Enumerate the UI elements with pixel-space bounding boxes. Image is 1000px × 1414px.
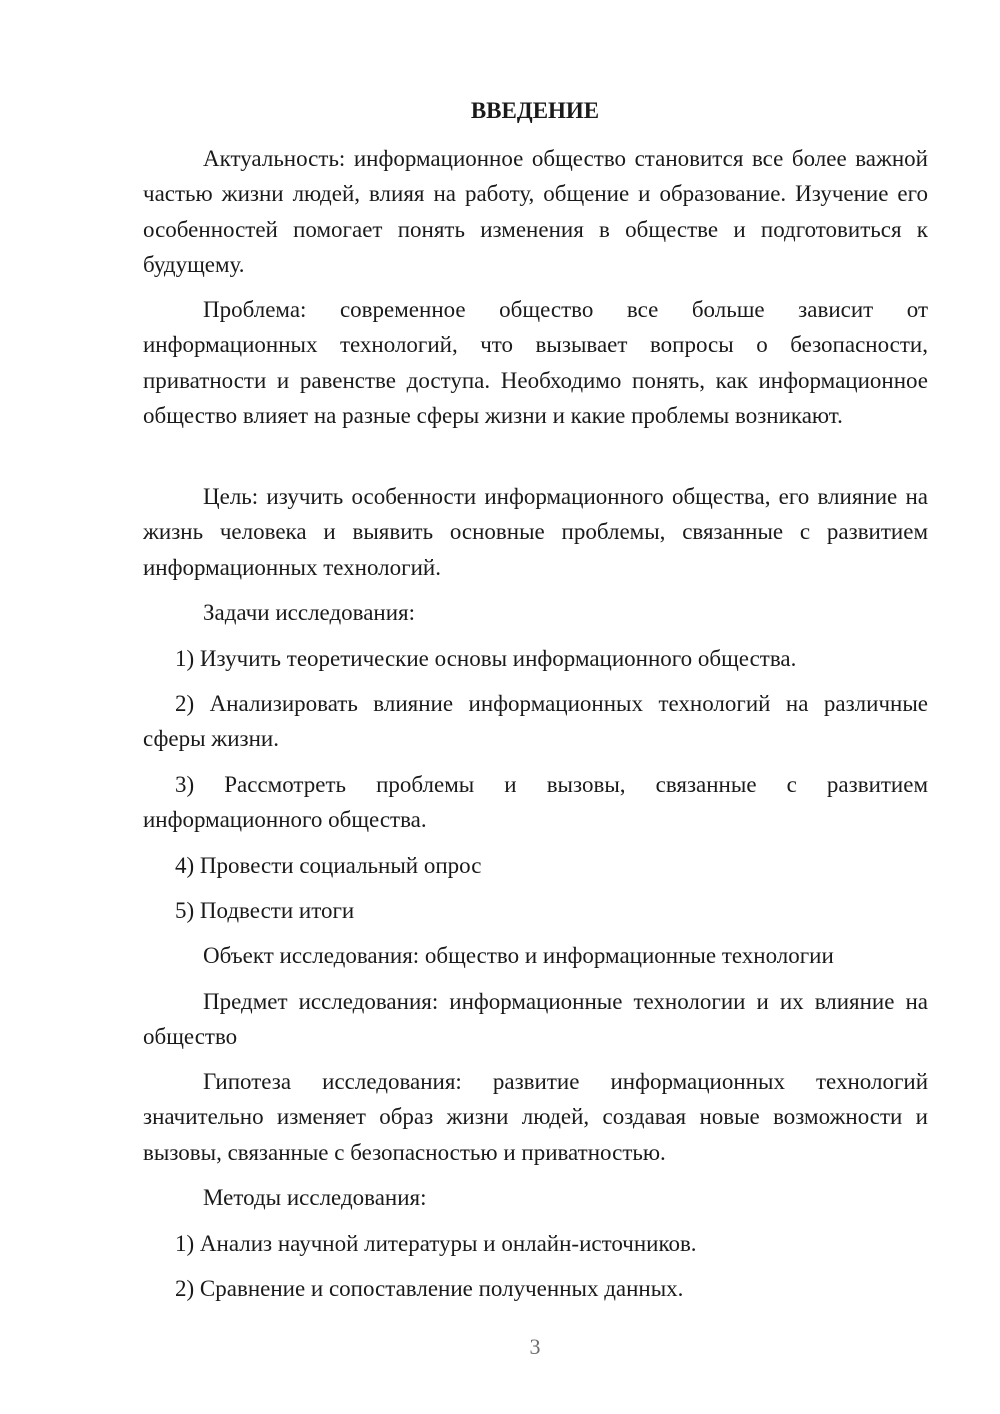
list-item-task-3: 3) Рассмотреть проблемы и вызовы, связанные с развитием информационного общества. — [143, 772, 928, 833]
paragraph-hypothesis: Гипотеза исследования: развитие информационных технологий значительно изменяет образ жизни людей, создавая новые возможности и вызовы, связанные с безопасностью и приватностью. — [143, 1069, 928, 1165]
list-item-task-1: 1) Изучить теоретические основы информационного общества. — [175, 646, 797, 671]
paragraph-tasks-heading: Задачи исследования: — [203, 600, 416, 625]
paragraph-subject: Предмет исследования: информационные технологии и их влияние на общество — [143, 989, 928, 1050]
page-number: 3 — [529, 1334, 541, 1359]
paragraph-problem: Проблема: современное общество все больше зависит от информационных технологий, что вызывает вопросы о безопасности, приватности и равенстве доступа. Необходимо понять, как информационное общество влияет на разные сферы жизни и какие проблемы возникают. — [143, 297, 928, 428]
list-item-method-2: 2) Сравнение и сопоставление полученных данных. — [175, 1276, 684, 1301]
paragraph-goal: Цель: изучить особенности информационного общества, его влияние на жизнь человека и выявить основные проблемы, связанные с развитием информационных технологий. — [143, 484, 928, 580]
list-item-task-2: 2) Анализировать влияние информационных технологий на различные сферы жизни. — [143, 691, 928, 752]
paragraph-object: Объект исследования: общество и информационные технологии — [203, 943, 834, 968]
page-title: ВВЕДЕНИЕ — [470, 98, 600, 123]
list-item-method-1: 1) Анализ научной литературы и онлайн-источников. — [175, 1231, 697, 1256]
paragraph-relevance: Актуальность: информационное общество становится все более важной частью жизни людей, влияя на работу, общение и образование. Изучение его особенностей помогает понять изменения в обществе и подготовиться к будущему. — [143, 146, 928, 277]
paragraph-methods-heading: Методы исследования: — [203, 1185, 427, 1210]
list-item-task-4: 4) Провести социальный опрос — [175, 853, 482, 878]
list-item-task-5: 5) Подвести итоги — [175, 898, 355, 923]
